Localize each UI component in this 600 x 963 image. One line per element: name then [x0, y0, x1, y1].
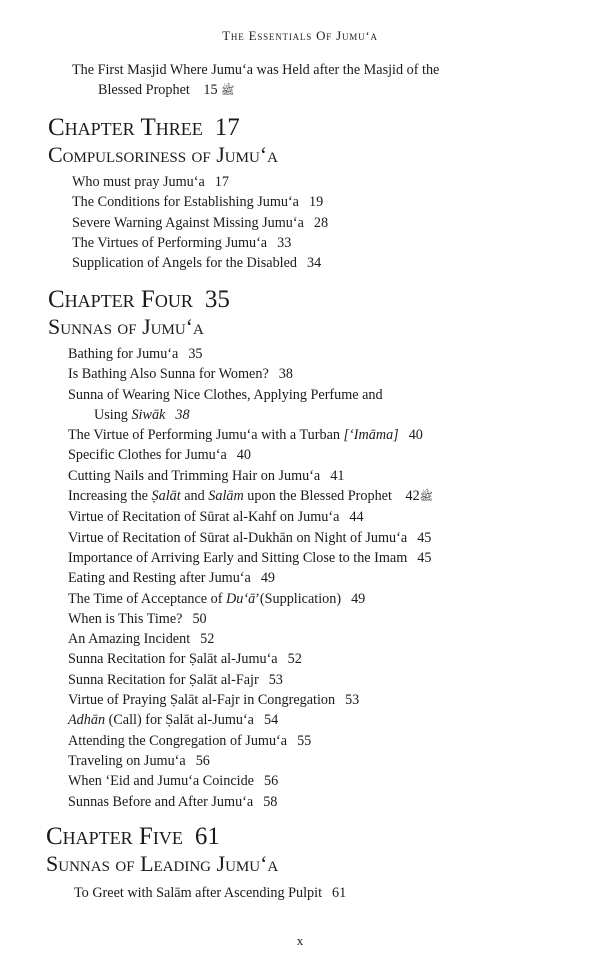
chapter-three [48, 114, 588, 273]
entry-list [48, 172, 588, 273]
toc-entry: Bathing for Jumu‘a 35 [68, 346, 203, 362]
salutation-icon: ﷺ [419, 491, 433, 504]
toc-entry: Supplication of Angels for the Disabled 34 [72, 255, 322, 272]
toc-entry: Eating and Resting after Jumu‘a 49 [68, 570, 275, 587]
toc-entry: Cutting Nails and Trimming Hair on Jumu‘a 41 [68, 467, 345, 484]
toc-entry: Virtue of Recitation of Sūrat al-Kahf on Jumu‘a 44 [68, 509, 364, 526]
toc-entry: Increasing the Ṣalāt and Salām upon the Blessed Prophet ﷺ42 [68, 488, 433, 505]
toc-entry: Traveling on Jumu‘a 56 [68, 752, 210, 769]
chapter-title: Chapter Four 35 [48, 286, 230, 313]
toc-entry: Adhān (Call) for Ṣalāt al-Jumu‘a 54 [68, 712, 279, 729]
toc-entry: When ‘Eid and Jumu‘a Coincide 56 [68, 773, 279, 790]
toc-entry: Attending the Congregation of Jumu‘a 55 [68, 732, 312, 749]
entry-list [48, 344, 596, 812]
chapter-page: 61 [194, 823, 220, 850]
toc-entry: To Greet with Salām after Ascending Pulpit 61 [74, 885, 347, 901]
chapter-subtitle: Sunnas of Jumu‘a [48, 314, 204, 339]
chapter-four [48, 286, 596, 812]
toc-entry: The Time of Acceptance of Du‘ā’(Supplication) 49 [68, 590, 366, 607]
toc-entry: An Amazing Incident 52 [68, 631, 215, 648]
chapter-subtitle: Sunnas of Leading Jumu‘a [46, 851, 279, 876]
toc-entry: Sunna of Wearing Nice Clothes, Applying Perfume and Using Siwāk 38 [68, 386, 383, 423]
chapter-page: 17 [214, 114, 240, 141]
entry-list [46, 883, 586, 903]
toc-entry: Virtue of Recitation of Sūrat al-Dukhān on Night of Jumu‘a 45 [68, 529, 432, 546]
toc-entry: Sunnas Before and After Jumu‘a 58 [68, 793, 278, 810]
entry-page: 15 [203, 82, 218, 99]
chapter-subtitle: Compulsoriness of Jumu‘a [48, 142, 278, 167]
toc-entry: The Conditions for Establishing Jumu‘a 19 [72, 194, 324, 211]
chapter-title: Chapter Five 61 [46, 823, 220, 850]
entry-text: The First Masjid Where Jumu‘a was Held after the Masjid of the [72, 62, 440, 78]
toc-entry: The Virtues of Performing Jumu‘a 33 [72, 234, 292, 251]
carryover-entry [72, 60, 592, 102]
toc-entry: When is This Time? 50 [68, 610, 207, 627]
toc-entry: Who must pray Jumu‘a 17 [72, 174, 229, 190]
toc-entry: Virtue of Praying Ṣalāt al-Fajr in Congregation 53 [68, 692, 360, 709]
toc-entry: Is Bathing Also Sunna for Women? 38 [68, 366, 293, 383]
chapter-page: 35 [204, 286, 230, 313]
running-head: The Essentials Of Jumu‘a [222, 28, 378, 43]
toc-entry: Importance of Arriving Early and Sitting Close to the Imam 45 [68, 549, 432, 566]
toc-entry: Specific Clothes for Jumu‘a 40 [68, 447, 251, 464]
toc-entry: Sunna Recitation for Ṣalāt al-Fajr 53 [68, 671, 283, 688]
page-number: x [296, 933, 304, 948]
chapter-title: Chapter Three 17 [48, 114, 240, 141]
toc-entry: The Virtue of Performing Jumu‘a with a Turban [‘Imāma] 40 [68, 427, 423, 444]
toc-entry: Severe Warning Against Missing Jumu‘a 28 [72, 214, 329, 231]
toc-entry: Sunna Recitation for Ṣalāt al-Jumu‘a 52 [68, 651, 302, 668]
entry-text-cont: Blessed Prophet [98, 82, 190, 99]
salutation-icon: ﷺ [221, 85, 235, 98]
chapter-five [46, 823, 586, 903]
